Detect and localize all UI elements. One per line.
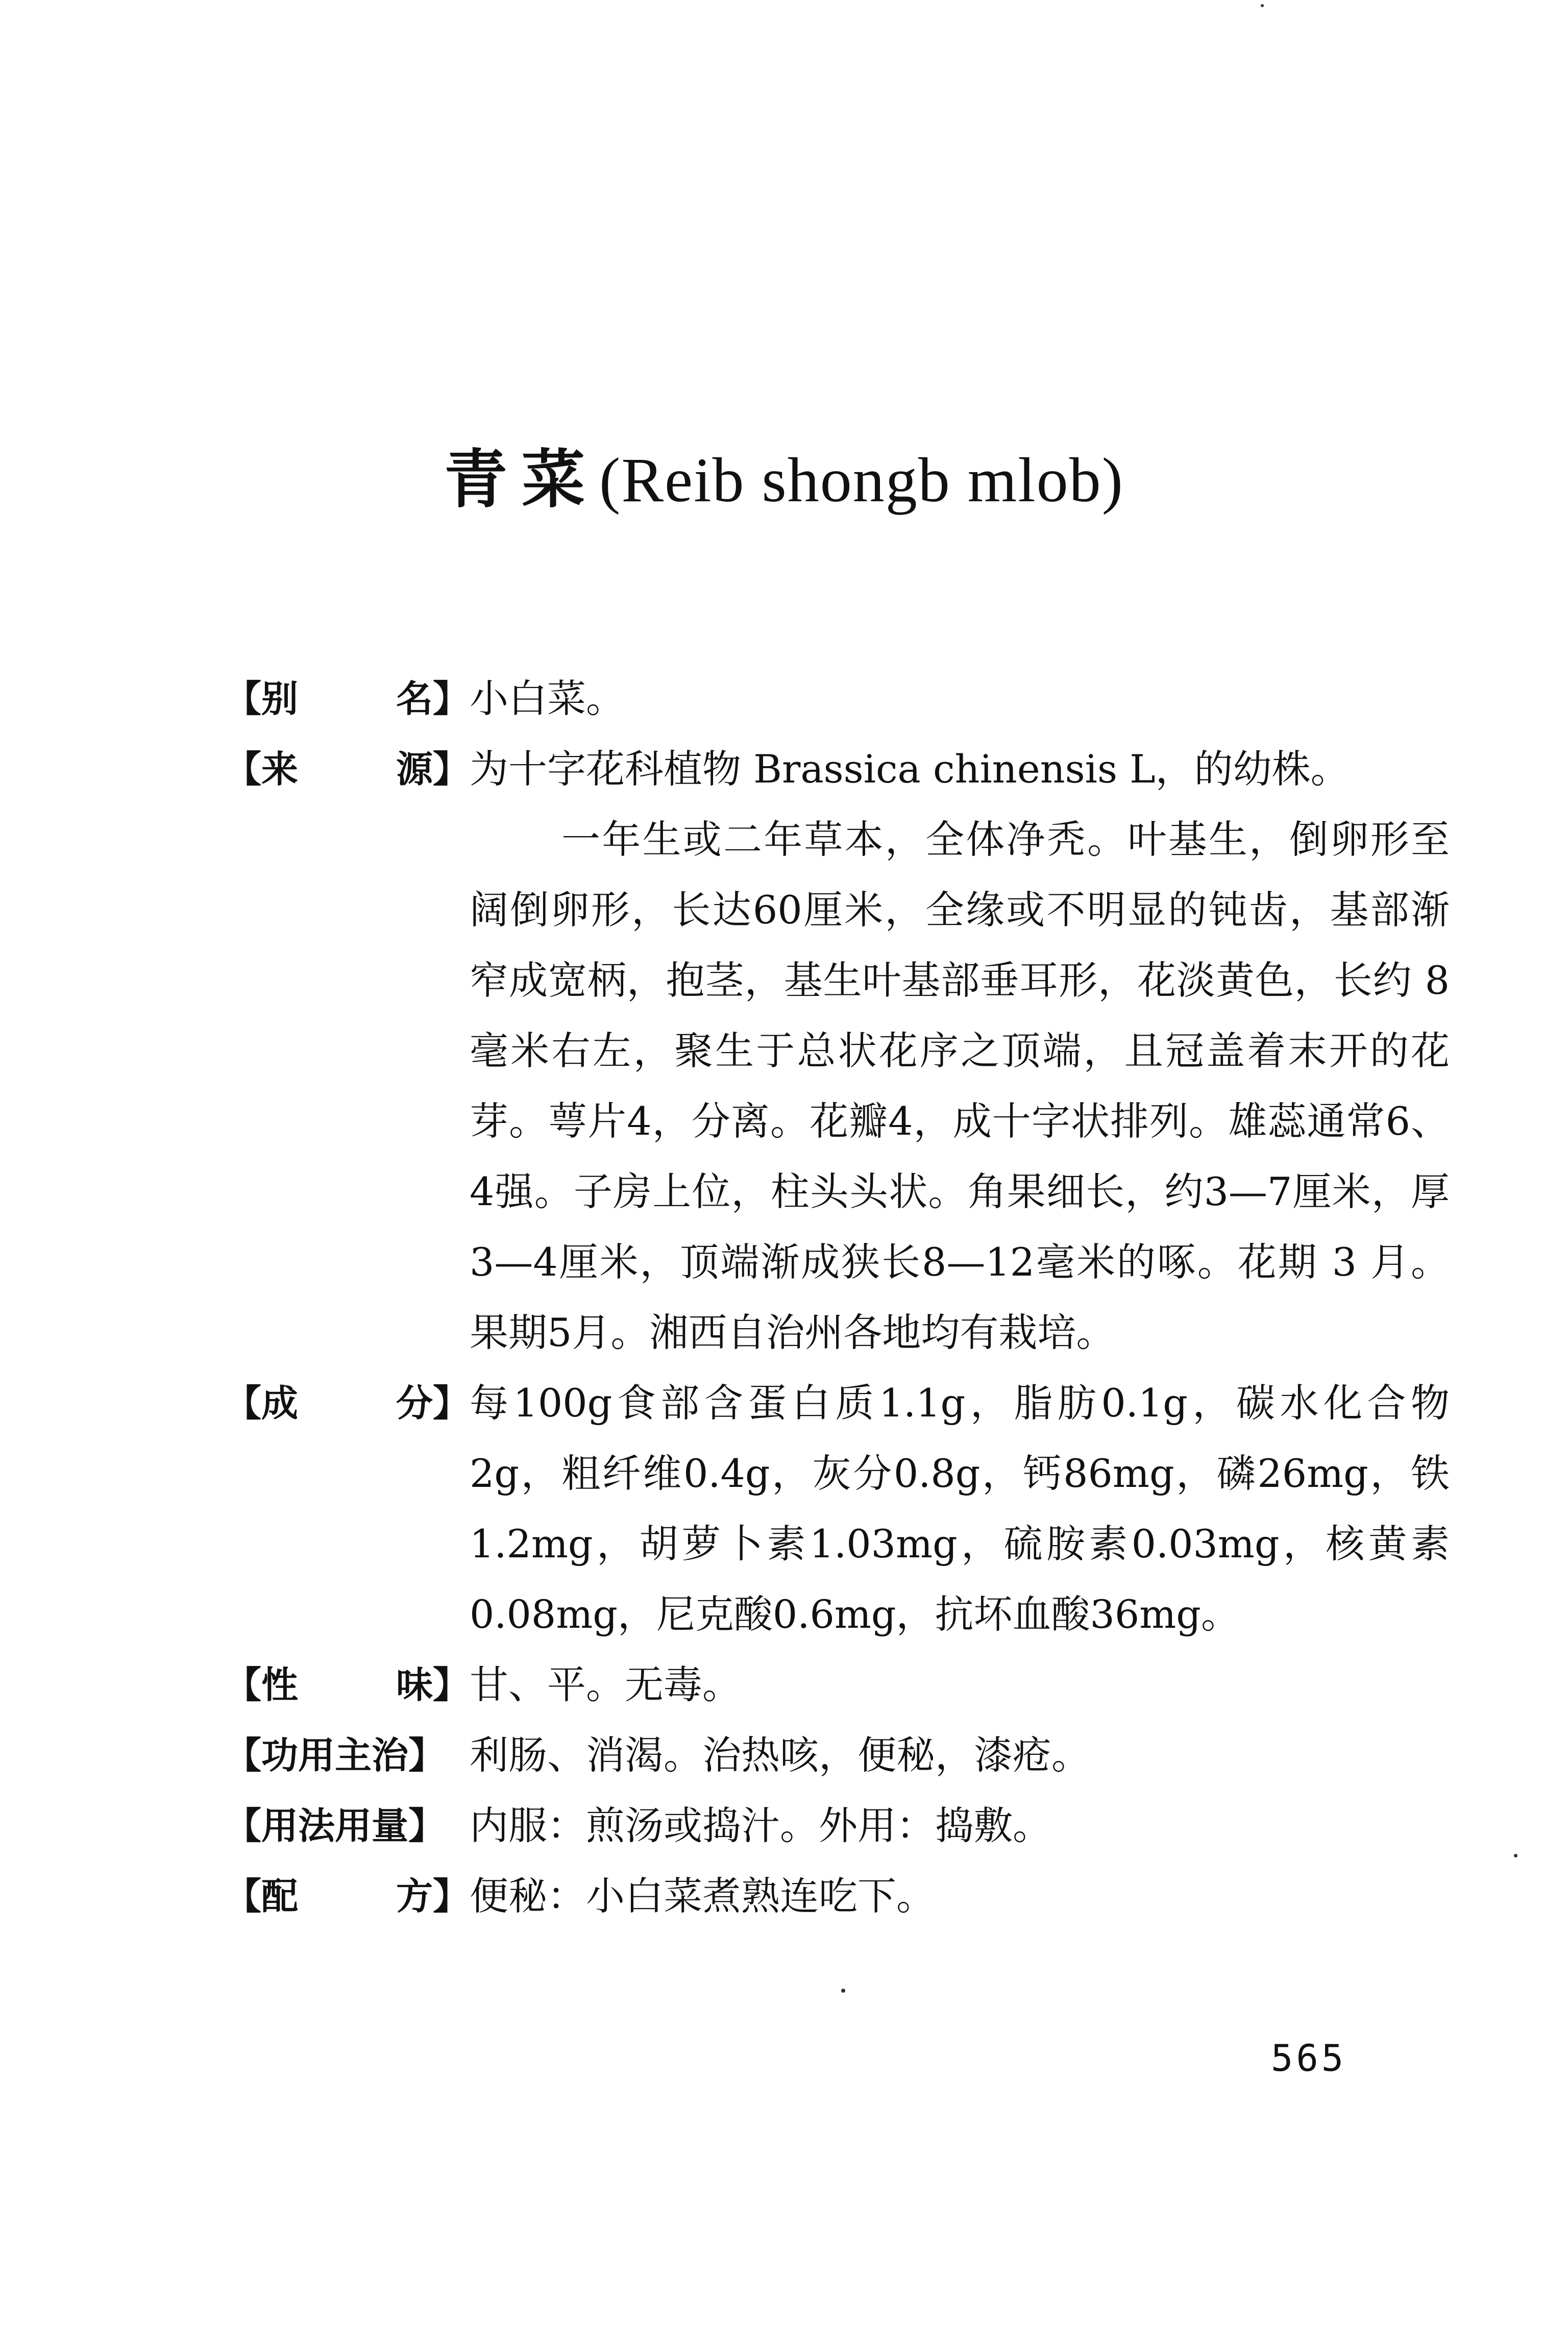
content-source: 为十字花科植物 Brassica chinensis L，的幼株。 一年生或二年草本，全体净秃。叶基生，倒卵形至阔倒卵形，长达60厘米，全缘或不明显的钝齿，基部渐窄成宽柄，抱茎，基生叶基部垂耳形，花淡黄色，长约 8 毫米右左，聚生于总状花序之顶端，且冠盖着末开的花芽。萼片4，分离。花瓣4，成十字状排列。雄蕊通常6、4强。子房上位，柱头头状。角果细长，约3—7厘米，厚3—4厘米，顶端渐成狭长8—12毫米的啄。花期 3 月。果期5月。湘西自治州各地均有栽培。	[470, 734, 1450, 1368]
content-composition: 每100g食部含蛋白质1.1g，脂肪0.1g，碳水化合物2g，粗纤维0.4g，灰分0.8g，钙86mg，磷26mg，铁1.2mg，胡萝卜素1.03mg，硫胺素0.03mg，核黄素0.08mg，尼克酸0.6mg，抗坏血酸36mg。	[470, 1380, 1450, 1637]
label-indications: 【功用主治】	[225, 1734, 446, 1777]
scan-speck	[1514, 1854, 1517, 1857]
label-alias: 【别 名】	[225, 677, 470, 720]
label-nature-taste: 【性 味】	[225, 1663, 470, 1706]
entry-prescription	[225, 1861, 1450, 1931]
label-prescription: 【配 方】	[225, 1875, 470, 1918]
content-nature-taste: 甘、平。无毒。	[470, 1662, 741, 1707]
entry-usage-dosage	[225, 1791, 1450, 1861]
scan-speck	[841, 1989, 845, 1993]
entry-title	[0, 439, 1568, 521]
content-usage-dosage: 内服：煎汤或捣汁。外用：捣敷。	[470, 1803, 1051, 1848]
content-indications: 利肠、消渴。治热咳，便秘，漆疮。	[470, 1732, 1090, 1778]
content-prescription: 便秘：小白菜煮熟连吃下。	[470, 1873, 935, 1919]
entry-composition	[225, 1368, 1450, 1650]
label-composition: 【成 分】	[225, 1382, 470, 1425]
entry-alias	[225, 664, 1450, 734]
plant-description: 一年生或二年草本，全体净秃。叶基生，倒卵形至阔倒卵形，长达60厘米，全缘或不明显的钝齿，基部渐窄成宽柄，抱茎，基生叶基部垂耳形，花淡黄色，长约 8 毫米右左，聚生于总状花序之顶端，且冠盖着末开的花芽。萼片4，分离。花瓣4，成十字状排列。雄蕊通常6、4强。子房上位，柱头头状。角果细长，约3—7厘米，厚3—4厘米，顶端渐成狭长8—12毫米的啄。花期 3 月。果期5月。湘西自治州各地均有栽培。	[470, 817, 1450, 1355]
label-source: 【来 源】	[225, 748, 470, 791]
title-chinese: 青菜	[444, 443, 600, 517]
title-latin-transliteration: (Reib shongb mlob)	[599, 445, 1124, 515]
entry-nature-taste	[225, 1650, 1450, 1720]
content-alias: 小白菜。	[470, 676, 625, 721]
entry-indications	[225, 1720, 1450, 1791]
entry-source	[225, 734, 1450, 1368]
entry-body	[225, 664, 1450, 1931]
scan-speck	[1261, 4, 1264, 7]
page-number: 565	[1271, 2037, 1347, 2079]
label-usage-dosage: 【用法用量】	[225, 1804, 446, 1847]
